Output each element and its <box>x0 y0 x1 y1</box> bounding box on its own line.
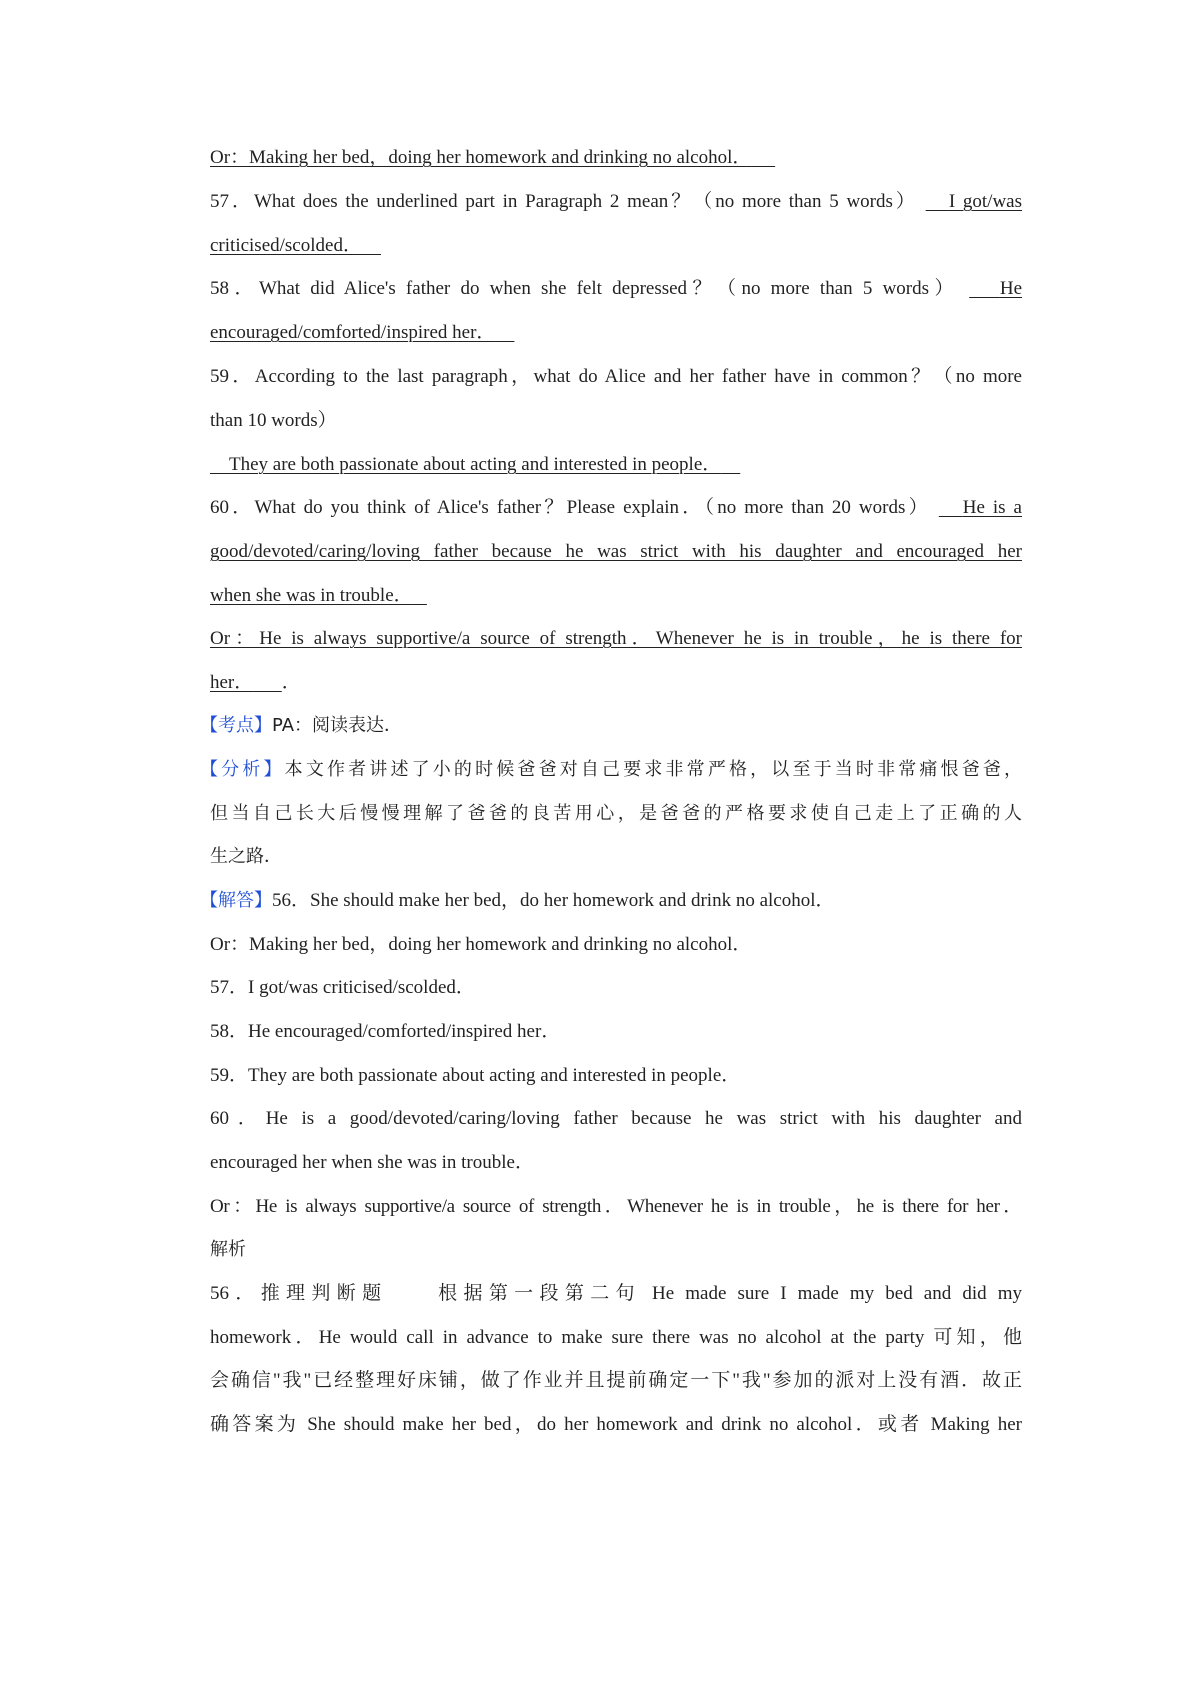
kaodian-text: PA：阅读表达． <box>272 715 403 736</box>
period: ． <box>281 672 301 693</box>
tag-text: 分析 <box>221 759 264 780</box>
answer-60-alternative-part1: Or：He is always supportive/a source of strength．Whenever he is in trouble，he is there for <box>210 628 1022 649</box>
answer-57-part1 <box>926 191 1022 212</box>
question-57 <box>210 189 1022 215</box>
jieda-57: 57．I got/was criticised/scolded． <box>210 977 475 998</box>
fenxi-tag: 【分析】 <box>200 759 285 780</box>
jiexi-line3: 会确信"我"已经整理好床铺，做了作业并且提前确定一下"我"参加的派对上没有酒．故正 <box>210 1370 1022 1391</box>
jieda-tag: 【解答】 <box>200 890 272 911</box>
answer-text: He <box>999 278 1023 299</box>
answer-text: They are both passionate about acting and interested in people． <box>229 454 722 475</box>
answer-60-alternative-part2 <box>210 670 1022 696</box>
question-60 <box>210 495 1022 521</box>
answer-text <box>210 672 282 693</box>
question-59-line2: than 10 words） <box>210 410 337 431</box>
answer-text: criticised/scolded． <box>210 235 362 256</box>
jieda-56: 56．She should make her bed，do her homework and drink no alcohol． <box>272 890 835 911</box>
tag-text: 解答 <box>218 890 254 911</box>
answer-60-part1 <box>939 497 1022 518</box>
jieda-60-alt: Or：He is always supportive/a source of strength．Whenever he is in trouble，he is there for her． <box>210 1196 1022 1217</box>
question-59-line1: 59．According to the last paragraph，what do Alice and her father have in common？（no more <box>210 366 1022 387</box>
kaodian-line <box>200 713 1012 739</box>
question-text: 57．What does the underlined part in Paragraph 2 mean？（no more than 5 words） <box>210 191 918 212</box>
answer-58-part1 <box>969 278 1022 299</box>
answer-56-alternative <box>210 145 1022 171</box>
jiexi-line4: 确答案为 She should make her bed，do her homework and drink no alcohol．或者 Making her <box>210 1414 1022 1435</box>
jieda-59: 59．They are both passionate about acting and interested in people． <box>210 1065 741 1086</box>
answer-57-part2 <box>210 233 1022 259</box>
answer-text: He is a <box>962 497 1022 518</box>
tag-text: 考点 <box>218 715 254 736</box>
question-58 <box>210 276 1022 302</box>
kaodian-tag: 【考点】 <box>200 715 272 736</box>
jieda-58: 58．He encouraged/comforted/inspired her． <box>210 1021 561 1042</box>
jieda-56-alt: Or：Making her bed，doing her homework and drinking no alcohol． <box>210 934 752 955</box>
answer-text: I got/was <box>948 191 1023 212</box>
jiexi-line2: homework．He would call in advance to make sure there was no alcohol at the party 可知，他 <box>210 1327 1022 1348</box>
fenxi-text: 本文作者讲述了小的时候爸爸对自己要求非常严格，以至于当时非常痛恨爸爸， <box>284 759 1023 780</box>
jieda-60-line1: 60．He is a good/devoted/caring/loving father because he was strict with his daughter and <box>210 1108 1022 1129</box>
jieda-line <box>200 888 1012 914</box>
answer-58-part2 <box>210 320 1022 346</box>
fenxi-line3: 生之路． <box>210 846 282 867</box>
answer-59 <box>210 452 1022 478</box>
question-text: 60．What do you think of Alice's father？Please explain．（no more than 20 words） <box>210 497 931 518</box>
answer-text: Or：Making her bed，doing her homework and drinking no alcohol． <box>210 147 752 168</box>
question-text: 58．What did Alice's father do when she felt depressed？（no more than 5 words） <box>210 278 959 299</box>
answer-text: encouraged/comforted/inspired her． <box>210 322 496 343</box>
answer-text: when she was in trouble． <box>210 585 413 606</box>
fenxi-line1 <box>200 757 1022 783</box>
jiexi-heading: 解析 <box>210 1239 246 1260</box>
answer-60-part3 <box>210 583 1022 609</box>
answer-60-part2: good/devoted/caring/loving father because he was strict with his daughter and encouraged her <box>210 541 1022 562</box>
jiexi-line1: 56．推理判断题 根据第一段第二句 He made sure I made my bed and did my <box>210 1283 1022 1304</box>
jieda-60-line2: encouraged her when she was in trouble． <box>210 1152 534 1173</box>
answer-text-inner: her． <box>210 672 254 693</box>
fenxi-line2: 但当自己长大后慢慢理解了爸爸的良苦用心，是爸爸的严格要求使自己走上了正确的人 <box>210 803 1022 824</box>
